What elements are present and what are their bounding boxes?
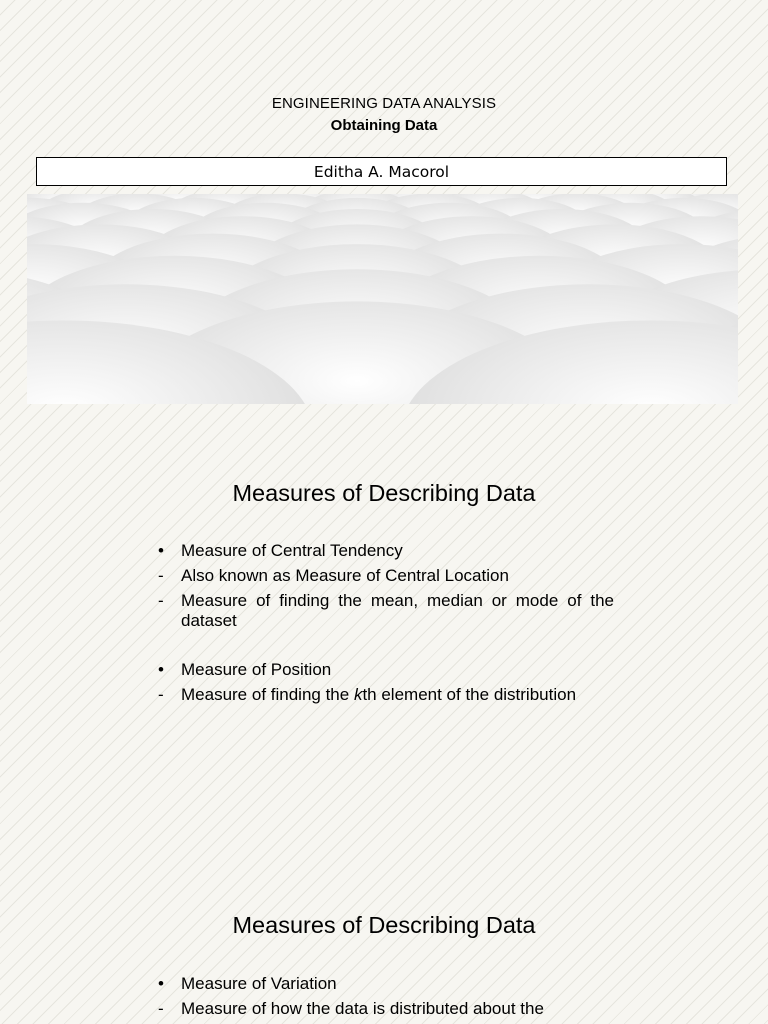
list-item [158, 566, 614, 586]
italic-variable: k [353, 685, 363, 704]
document-subtitle: Obtaining Data [330, 117, 438, 134]
list-item-text: Measure of Variation [181, 974, 337, 993]
section-title: Measures of Describing Data [232, 912, 536, 938]
list-item-text: Measure of finding the mean, median or mode of the dataset [181, 591, 614, 630]
list-item-text [181, 685, 614, 705]
list-item-text: Measure of how the data is distributed about the [181, 999, 544, 1018]
cover-image [27, 194, 738, 404]
course-title: ENGINEERING DATA ANALYSIS [271, 95, 497, 112]
ellipse-pattern-graphic [27, 194, 738, 404]
list-item [158, 541, 614, 561]
list-item [158, 974, 614, 994]
text-segment: th element of the distribution [362, 685, 577, 704]
list-item [158, 660, 614, 680]
bullet-marker: • [158, 541, 164, 560]
section-title: Measures of Describing Data [232, 480, 536, 506]
bullet-marker: • [158, 660, 164, 679]
list-item [158, 591, 614, 631]
list-item [158, 685, 614, 705]
text-segment: Measure of finding the [181, 685, 354, 704]
dash-marker: - [158, 566, 164, 585]
bullet-group [158, 541, 614, 631]
dash-marker: - [158, 591, 164, 610]
bullet-group [158, 974, 614, 1019]
dash-marker: - [158, 999, 164, 1018]
author-name: Editha A. Macorol [313, 163, 450, 181]
list-item-text: Measure of Position [181, 660, 332, 679]
list-item-text: Measure of Central Tendency [181, 541, 403, 560]
list-item-text: Also known as Measure of Central Location [181, 566, 509, 585]
list-item [158, 999, 614, 1019]
bullet-marker: • [158, 974, 164, 993]
dash-marker: - [158, 685, 164, 704]
author-box [36, 157, 727, 186]
bullet-group [158, 660, 614, 705]
